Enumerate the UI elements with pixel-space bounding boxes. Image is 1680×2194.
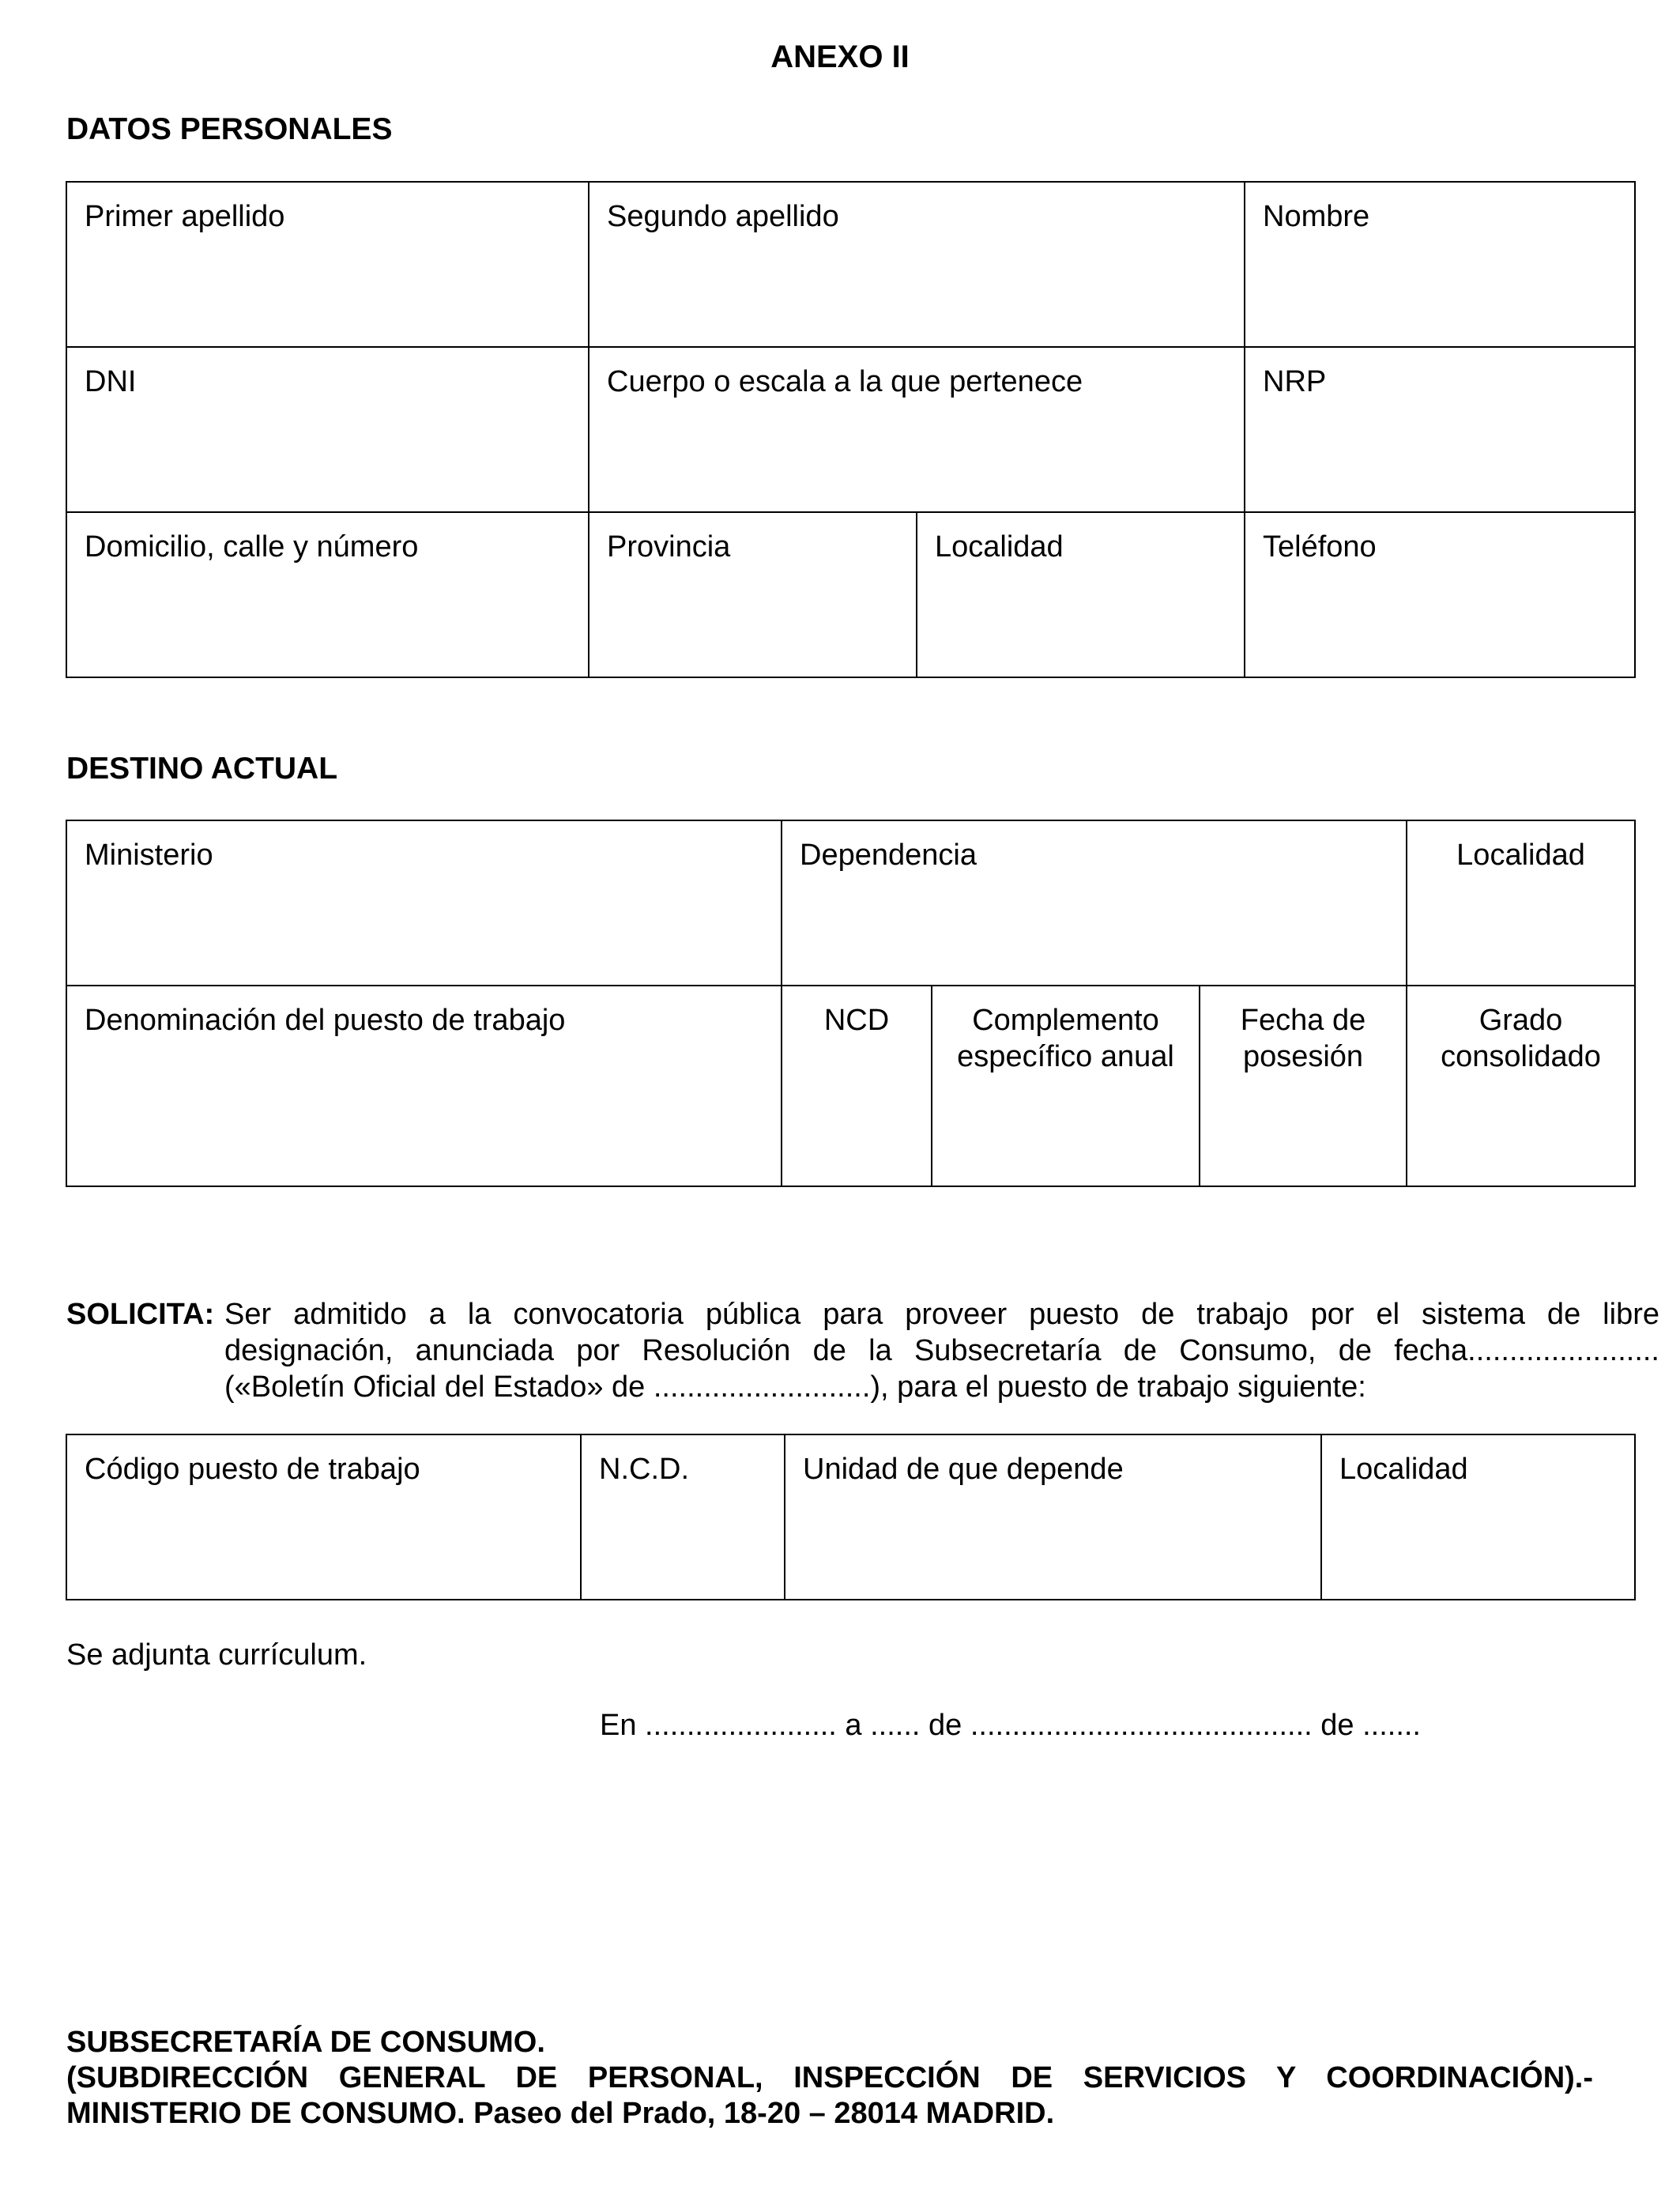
field-cuerpo-escala[interactable]: Cuerpo o escala a la que pertenece [589, 347, 1245, 512]
field-denominacion-puesto[interactable]: Denominación del puesto de trabajo [66, 986, 782, 1186]
field-destino-localidad[interactable]: Localidad [1407, 820, 1635, 986]
field-nombre[interactable]: Nombre [1245, 182, 1635, 347]
field-grado-consolidado[interactable]: Grado consolidado [1407, 986, 1635, 1186]
field-nrp[interactable]: NRP [1245, 347, 1635, 512]
datos-personales-heading: DATOS PERSONALES [66, 112, 393, 146]
field-primer-apellido[interactable]: Primer apellido [66, 182, 589, 347]
field-domicilio[interactable]: Domicilio, calle y número [66, 512, 589, 677]
field-provincia[interactable]: Provincia [589, 512, 917, 677]
field-telefono[interactable]: Teléfono [1245, 512, 1635, 677]
destino-actual-heading: DESTINO ACTUAL [66, 752, 338, 786]
fecha-lugar-line: En ....................... a ...... de ......................................... de ....... [600, 1709, 1421, 1742]
field-unidad-depende[interactable]: Unidad de que depende [785, 1434, 1321, 1600]
field-segundo-apellido[interactable]: Segundo apellido [589, 182, 1245, 347]
solicita-text: Ser admitido a la convocatoria pública para proveer puesto de trabajo por el sistema de libre designación, anunciada por Resolución de la Subsecretaría de Consumo, de fecha....................... («Boletín Oficial del Estado» de ..........................), para el puesto de trabajo siguiente: [224, 1298, 1659, 1404]
field-complemento-especifico[interactable]: Complemento específico anual [932, 986, 1200, 1186]
solicita-label: SOLICITA: [66, 1298, 215, 1331]
field-ncd[interactable]: NCD [782, 986, 932, 1186]
field-fecha-posesion[interactable]: Fecha de posesión [1200, 986, 1407, 1186]
puesto-solicitado-table [66, 1434, 1636, 1600]
page-title: ANEXO II [770, 40, 910, 74]
field-dni[interactable]: DNI [66, 347, 589, 512]
field-dependencia[interactable]: Dependencia [782, 820, 1407, 986]
adjunta-curriculum: Se adjunta currículum. [66, 1638, 367, 1672]
destino-actual-table [66, 820, 1636, 1187]
field-puesto-localidad[interactable]: Localidad [1321, 1434, 1635, 1600]
field-localidad[interactable]: Localidad [917, 512, 1245, 677]
datos-personales-table [66, 181, 1636, 678]
field-ministerio[interactable]: Ministerio [66, 820, 782, 986]
field-codigo-puesto[interactable]: Código puesto de trabajo [66, 1434, 581, 1600]
field-ncd-puesto[interactable]: N.C.D. [581, 1434, 785, 1600]
footer-address: SUBSECRETARÍA DE CONSUMO. (SUBDIRECCIÓN GENERAL DE PERSONAL, INSPECCIÓN DE SERVICIOS Y COORDINACIÓN).- MINISTERIO DE CONSUMO. Paseo del Prado, 18-20 – 28014 MADRID. [66, 2026, 1593, 2130]
